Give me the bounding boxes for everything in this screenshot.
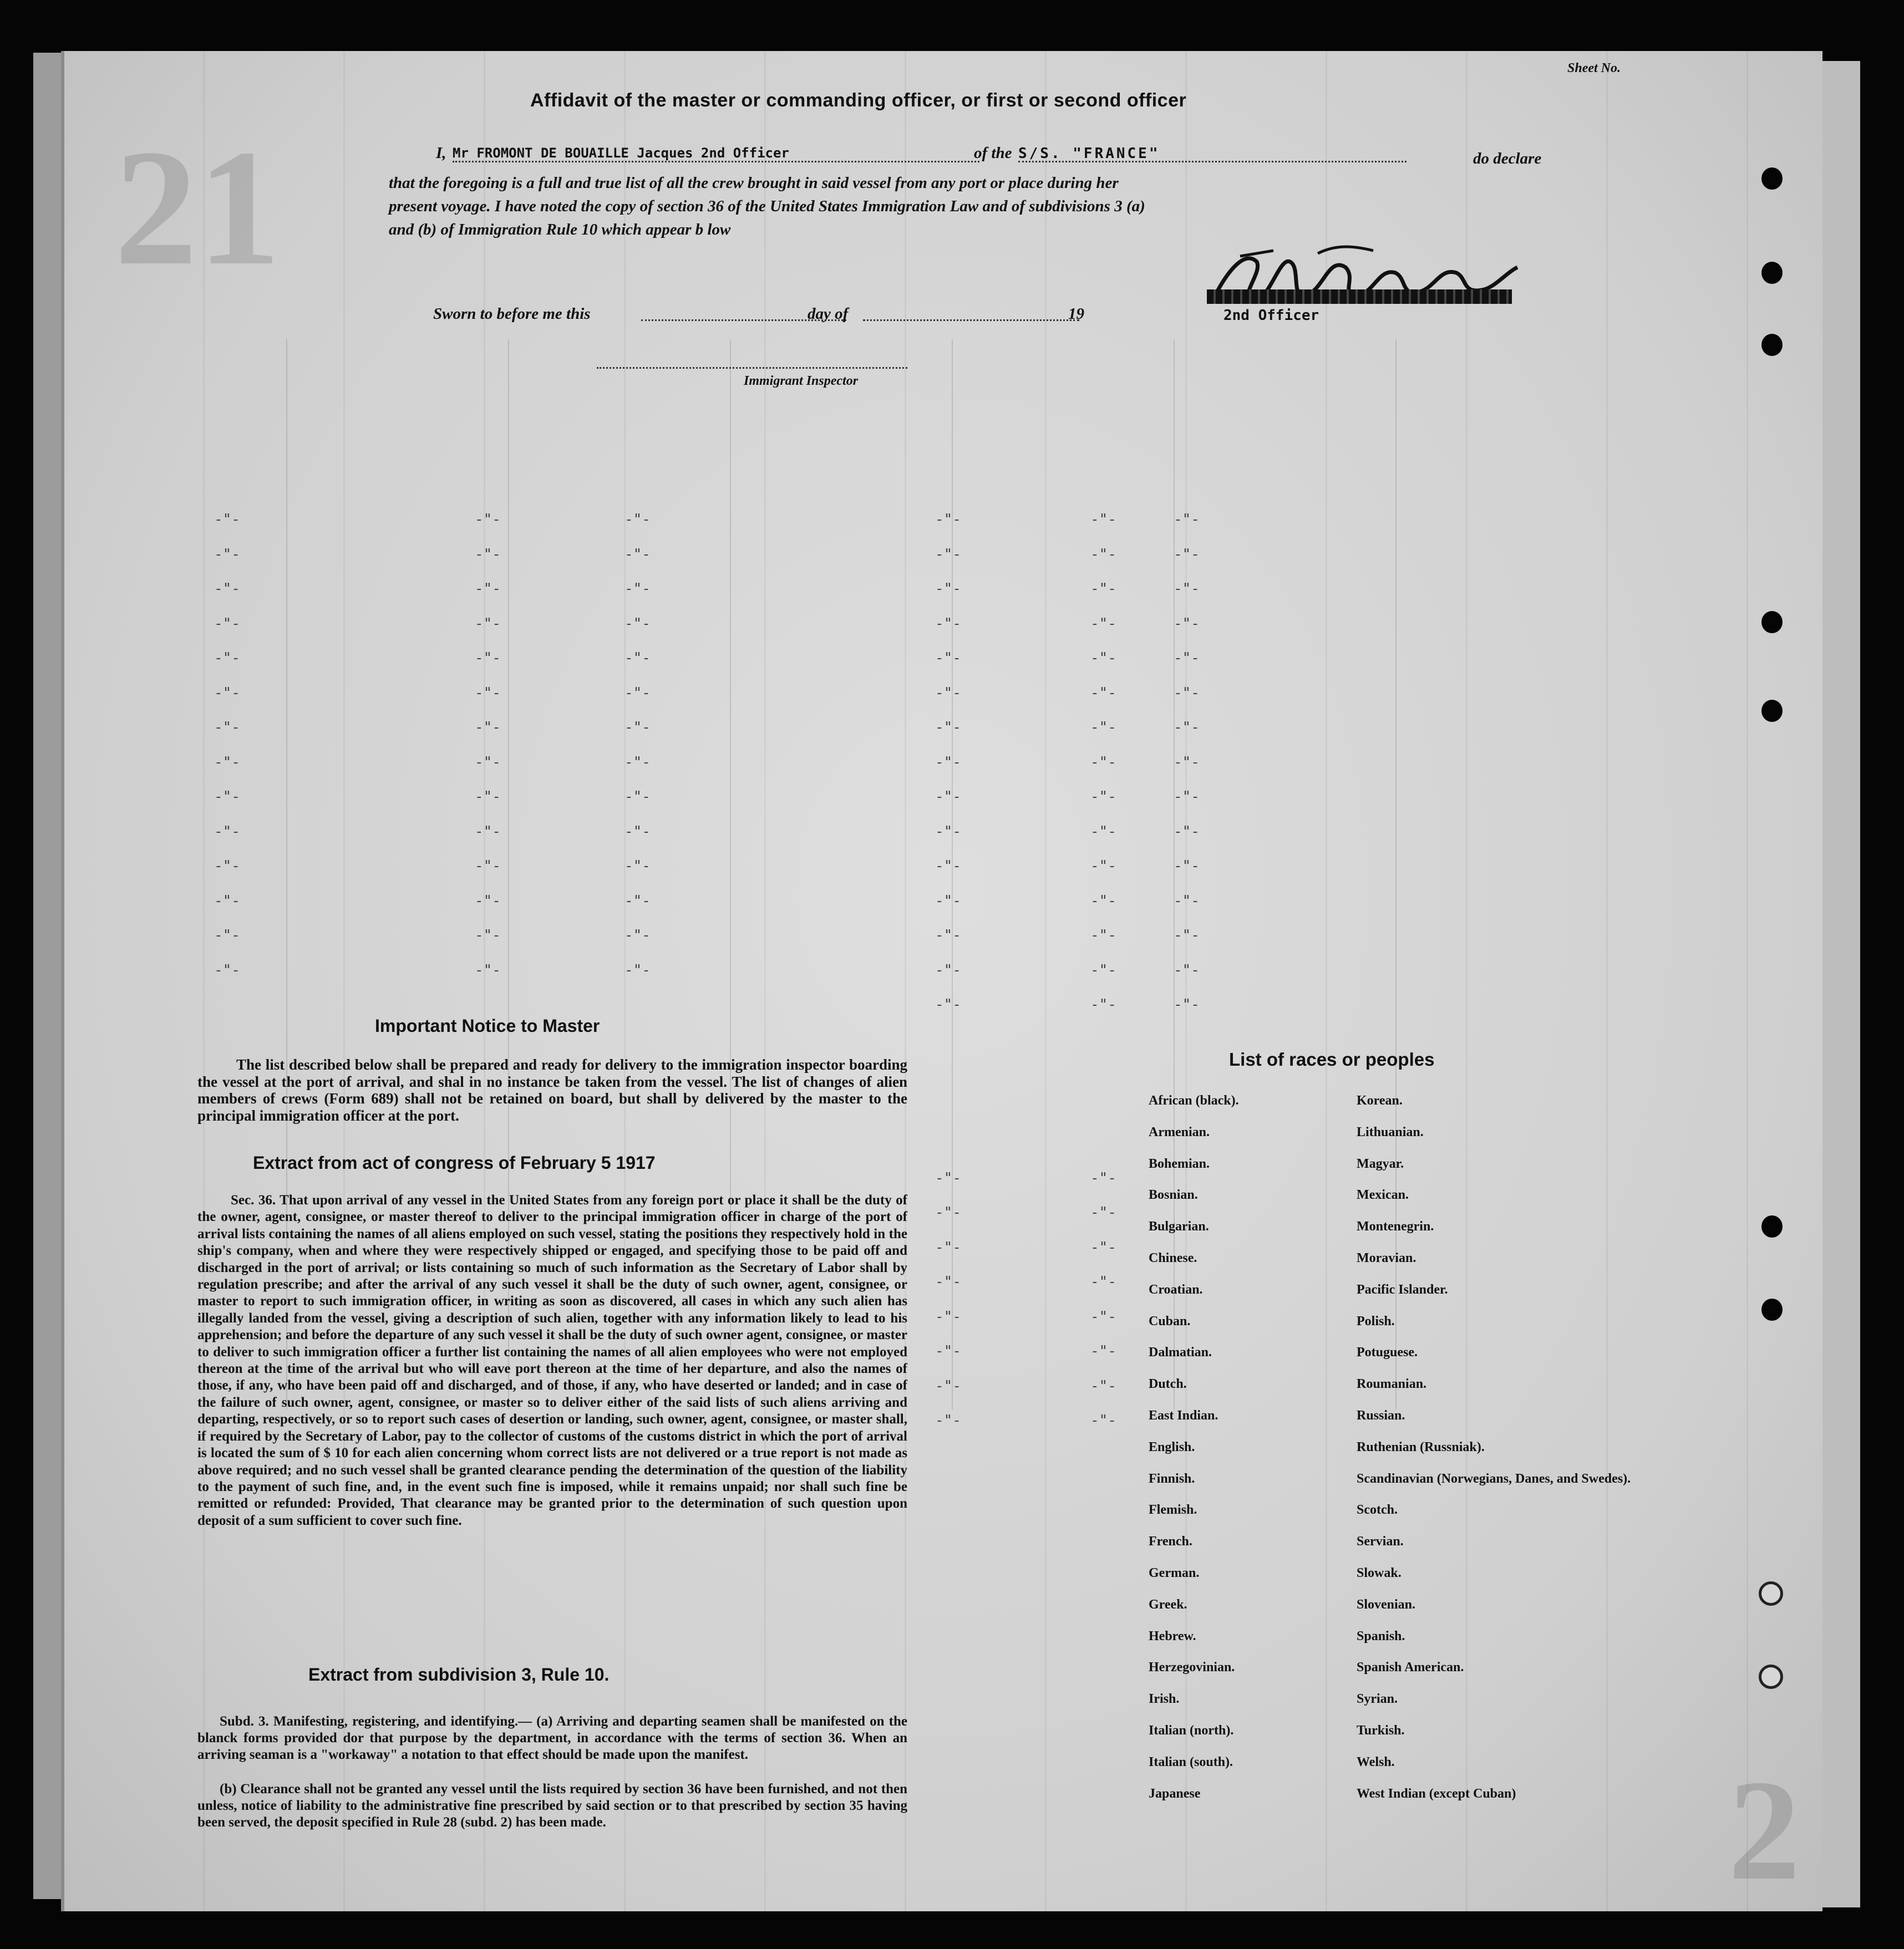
ditto-mark: -"- [935,1239,961,1256]
ditto-mark: -"- [1174,858,1200,874]
race-item: Mexican. [1357,1188,1409,1203]
race-item: Montenegrin. [1357,1219,1434,1234]
race-item: Magyar. [1357,1156,1404,1171]
ditto-mark: -"- [1174,996,1200,1013]
ditto-mark: -"- [935,823,961,840]
punch-hole [1761,700,1783,722]
race-item: Irish. [1149,1692,1180,1707]
ditto-mark: -"- [935,684,961,701]
race-item: Hebrew. [1149,1629,1196,1643]
ditto-mark: -"- [935,754,961,771]
ditto-mark: -"- [935,546,961,563]
ditto-mark: -"- [1174,788,1200,805]
ditto-mark: -"- [475,788,501,805]
race-item: Bosnian. [1149,1188,1198,1203]
ditto-mark: -"- [1090,1169,1116,1187]
ditto-mark: -"- [935,1343,961,1360]
declaration-line-2: that the foregoing is a full and true list of all the crew brought in said vessel from any port or place during her [389,174,1119,192]
ditto-mark: -"- [1174,892,1200,909]
do-declare-label: do declare [1473,150,1542,167]
inspector-signature-line [597,367,907,369]
ditto-mark: -"- [214,927,240,944]
ship-line [1018,161,1407,162]
race-item: Dutch. [1149,1377,1187,1392]
ditto-mark: -"- [624,546,651,563]
race-item: Syrian. [1357,1692,1398,1707]
rule-extract-title: Extract from subdivision 3, Rule 10. [308,1665,610,1685]
ditto-mark: -"- [624,892,651,909]
struck-out-title [1207,289,1512,304]
ditto-mark: -"- [1174,546,1200,563]
ditto-mark: -"- [935,927,961,944]
ditto-mark: -"- [1090,961,1116,979]
ditto-mark: -"- [475,754,501,771]
ditto-mark: -"- [214,546,240,563]
ship-name: S/S. "FRANCE" [1018,145,1160,162]
race-item: Italian (north). [1149,1723,1234,1738]
ditto-mark: -"- [935,1308,961,1325]
ditto-mark: -"- [935,1377,961,1395]
race-item: English. [1149,1439,1195,1454]
of-the-label: of the [974,144,1012,162]
ditto-mark: -"- [624,719,651,736]
race-item: Japanese [1149,1786,1201,1801]
ditto-mark: -"- [1174,719,1200,736]
ditto-mark: -"- [1174,650,1200,666]
race-item: Bohemian. [1149,1156,1210,1171]
ditto-mark: -"- [1174,754,1200,771]
ditto-mark: -"- [214,754,240,771]
ditto-mark: -"- [214,581,240,597]
stamp-number: 21 [114,115,281,299]
ditto-mark: -"- [1090,1239,1116,1256]
race-item: Ruthenian (Russniak). [1357,1439,1485,1454]
ditto-mark: -"- [475,858,501,874]
race-item: Spanish. [1357,1629,1405,1643]
page-edge-right [1819,61,1860,1907]
race-item: West Indian (except Cuban) [1357,1786,1516,1801]
ditto-mark: -"- [1174,927,1200,944]
race-item: Cuban. [1149,1314,1191,1329]
ditto-mark: -"- [475,650,501,666]
race-item: French. [1149,1534,1192,1549]
race-item: Servian. [1357,1534,1404,1549]
ditto-mark: -"- [624,788,651,805]
notice-body: The list described below shall be prepared and ready for delivery to the immigration inspector boarding the vessel at the port of arrival, and shal in no instance be taken from the vessel. The list of changes of alien members of crews (Form 689) shall not be retained on board, but shall by delivered by the master to the principal immigration officer at the port. [197,1056,907,1124]
ditto-mark: -"- [1174,581,1200,597]
ditto-mark: -"- [935,961,961,979]
ditto-mark: -"- [475,581,501,597]
ditto-mark: -"- [1174,615,1200,632]
ditto-mark: -"- [1090,615,1116,632]
ditto-mark: -"- [624,684,651,701]
ditto-mark: -"- [214,858,240,874]
race-item: Potuguese. [1357,1345,1418,1360]
punch-hole [1759,1581,1783,1606]
punch-hole [1761,334,1783,356]
ditto-mark: -"- [624,961,651,979]
ditto-mark: -"- [624,511,651,528]
year-label: 19 [1068,305,1084,323]
ditto-mark: -"- [935,1204,961,1221]
ditto-mark: -"- [475,719,501,736]
race-item: Spanish American. [1357,1660,1464,1675]
race-item: Turkish. [1357,1723,1405,1738]
sworn-label: Sworn to before me this [433,305,591,323]
race-item: Scotch. [1357,1503,1398,1518]
race-item: Finnish. [1149,1471,1195,1486]
bottom-stamp: 2 [1728,1750,1800,1910]
officer-title: 2nd Officer [1223,307,1319,324]
race-item: Slowak. [1357,1565,1402,1580]
affidavit-title: Affidavit of the master or commanding officer, or first or second officer [530,90,1187,111]
ditto-mark: -"- [935,719,961,736]
ditto-mark: -"- [475,961,501,979]
ditto-mark: -"- [1174,961,1200,979]
ditto-mark: -"- [935,615,961,632]
ditto-mark: -"- [214,719,240,736]
ditto-mark: -"- [935,1412,961,1429]
sworn-month-line [863,319,1079,321]
ditto-mark: -"- [214,684,240,701]
ditto-mark: -"- [1090,996,1116,1013]
race-item: Roumanian. [1357,1377,1427,1392]
ditto-mark: -"- [475,546,501,563]
race-item: East Indian. [1149,1408,1218,1423]
ditto-mark: -"- [1090,650,1116,666]
race-item: Herzegovinian. [1149,1660,1235,1675]
ditto-mark: -"- [214,650,240,666]
manifest-sheet [61,51,1822,1911]
race-item: Armenian. [1149,1124,1210,1139]
ditto-mark: -"- [1090,1412,1116,1429]
ditto-mark: -"- [624,615,651,632]
race-item: Moravian. [1357,1250,1416,1265]
ditto-mark: -"- [1174,511,1200,528]
race-item: Bulgarian. [1149,1219,1209,1234]
race-item: Pacific Islander. [1357,1282,1448,1297]
ditto-mark: -"- [214,961,240,979]
race-item: Slovenian. [1357,1597,1416,1612]
ditto-mark: -"- [1090,511,1116,528]
ditto-mark: -"- [1090,684,1116,701]
race-item: Korean. [1357,1093,1403,1108]
ditto-mark: -"- [1090,1343,1116,1360]
ditto-mark: -"- [475,684,501,701]
race-item: German. [1149,1565,1200,1580]
ditto-mark: -"- [475,927,501,944]
inspector-label: Immigrant Inspector [744,374,859,388]
race-item: Croatian. [1149,1282,1203,1297]
punch-hole [1759,1665,1783,1689]
ditto-mark: -"- [1090,858,1116,874]
act-extract-body: Sec. 36. That upon arrival of any vessel in the United States from any foreign port or place it shall be the duty of the owner, agent, consignee, or master thereof to deliver to the principal immigration officer in charge of the port of arrival lists containing the names of all aliens employed on such vessel, stating the positions they respectively hold in the ship's company, when and where they were respectively shipped or engaged, and specifying those to be paid off and discharged in the port of arrival; or lists containing so much of such information as the Secretary of Labor shall by regulation prescribe; and after the arrival of any such vessel it shall be the duty of such owner, agent, consignee, or master to report to such immigration officer, in writing as soon as discovered, all cases in which any such alien has illegally landed from the vessel, giving a description of such alien, together with any information likely to lead to his apprehension; and before the departure of any such vessel it shall be the duty of such owner agent, consignee, or master to deliver to such immigration officer a further list containing the names of all alien employees who were not employed thereon at the time of the arrival but who will eave port thereon at the time of her departure, and also the names of those, if any, who have been paid off and discharged, and of those, if any, who have deserted or landed; and in case of the failure of such owner, agent, consignee, or master so to deliver either of the said lists of such aliens arriving and departing, respectively, or so to report such cases of desertion or landing, such owner, agent, consignee, or master shall, if required by the Secretary of Labor, pay to the collector of customs of the customs district in which the port of arrival is located the sum of $ 10 for each alien concerning whom correct lists are not delivered or a true report is not made as above required; and no such vessel shall be granted clearance pending the determination of the question of the liability to the payment of such fine, and, in the event such fine is imposed, while it remains unpaid; nor shall such fine be remitted or refunded: Provided, That clearance may be granted prior to the determination of such question upon deposit of a sum sufficient to cover such fine. [197,1193,907,1528]
ditto-mark: -"- [1090,788,1116,805]
declaration-line-3: present voyage. I have noted the copy of section 36 of the United States Immigration Law and of subdivisions 3 (a) [389,197,1145,215]
declaration-line-4: and (b) of Immigration Rule 10 which appear b low [389,221,731,238]
notice-title: Important Notice to Master [375,1016,600,1036]
ditto-mark: -"- [1090,1308,1116,1325]
ditto-mark: -"- [935,581,961,597]
day-of-label: day of [808,305,849,323]
ditto-mark: -"- [624,927,651,944]
races-right-column [1357,1093,1631,1818]
punch-hole [1761,611,1783,633]
ditto-mark: -"- [475,511,501,528]
ditto-mark: -"- [214,511,240,528]
ditto-mark: -"- [1090,719,1116,736]
ditto-mark: -"- [624,823,651,840]
ditto-mark: -"- [624,581,651,597]
ditto-mark: -"- [1090,823,1116,840]
declaration-prefix: I, [436,144,446,162]
race-item: Welsh. [1357,1754,1395,1769]
races-title: List of races or peoples [1229,1049,1435,1070]
ditto-mark: -"- [1174,823,1200,840]
ditto-mark: -"- [475,615,501,632]
ditto-mark: -"- [475,892,501,909]
race-item: Greek. [1149,1597,1187,1612]
rule-subdivision-a: Subd. 3. Manifesting, registering, and identifying.— (a) Arriving and departing seamen shall be manifested on the blanck forms provided dor that purpose by the department, in accordance with the terms of section 36. When an arriving seaman is a "workaway" a notation to that effect should be made upon the manifest. [197,1714,907,1762]
race-item: Italian (south). [1149,1754,1233,1769]
ditto-mark: -"- [1090,892,1116,909]
race-item: African (black). [1149,1093,1239,1108]
race-item: Dalmatian. [1149,1345,1212,1360]
ditto-mark: -"- [935,650,961,666]
ditto-mark: -"- [935,996,961,1013]
race-item: Russian. [1357,1408,1405,1423]
act-extract-title: Extract from act of congress of February 5 1917 [253,1153,656,1173]
ditto-mark: -"- [1174,684,1200,701]
sheet-number-label: Sheet No. [1567,61,1621,75]
race-item: Scandinavian (Norwegians, Danes, and Swedes). [1357,1471,1631,1486]
ditto-mark: -"- [624,858,651,874]
ditto-mark: -"- [935,1169,961,1187]
punch-hole [1761,1215,1783,1238]
rule-subdivision-b: (b) Clearance shall not be granted any vessel until the lists required by section 36 have been furnished, and not then unless, notice of liability to the administrative fine prescribed by said section or to that prescribed by section 35 having been served, the deposit specified in Rule 28 (subd. 2) has been made. [197,1782,907,1830]
ditto-mark: -"- [214,823,240,840]
ditto-mark: -"- [1090,546,1116,563]
race-item: Polish. [1357,1314,1395,1329]
ditto-mark: -"- [1090,1377,1116,1395]
ditto-mark: -"- [935,788,961,805]
declarant-line [453,161,979,162]
ditto-mark: -"- [935,892,961,909]
ditto-mark: -"- [475,823,501,840]
ditto-mark: -"- [1090,581,1116,597]
races-left-column [1149,1093,1239,1818]
race-item: Chinese. [1149,1250,1197,1265]
punch-hole [1761,262,1783,284]
ditto-mark: -"- [1090,927,1116,944]
ditto-mark: -"- [624,650,651,666]
ditto-mark: -"- [214,892,240,909]
ditto-mark: -"- [1090,1274,1116,1290]
ditto-mark: -"- [935,1274,961,1290]
ditto-mark: -"- [1090,1204,1116,1221]
ditto-mark: -"- [935,858,961,874]
race-item: Flemish. [1149,1503,1197,1518]
race-item: Lithuanian. [1357,1124,1424,1139]
ditto-mark: -"- [214,615,240,632]
punch-hole [1761,1299,1783,1321]
ditto-mark: -"- [214,788,240,805]
ditto-mark: -"- [624,754,651,771]
ditto-mark: -"- [1090,754,1116,771]
declarant-name: Mr FROMONT DE BOUAILLE Jacques 2nd Officer [453,145,789,161]
punch-hole [1761,167,1783,190]
ditto-mark: -"- [935,511,961,528]
